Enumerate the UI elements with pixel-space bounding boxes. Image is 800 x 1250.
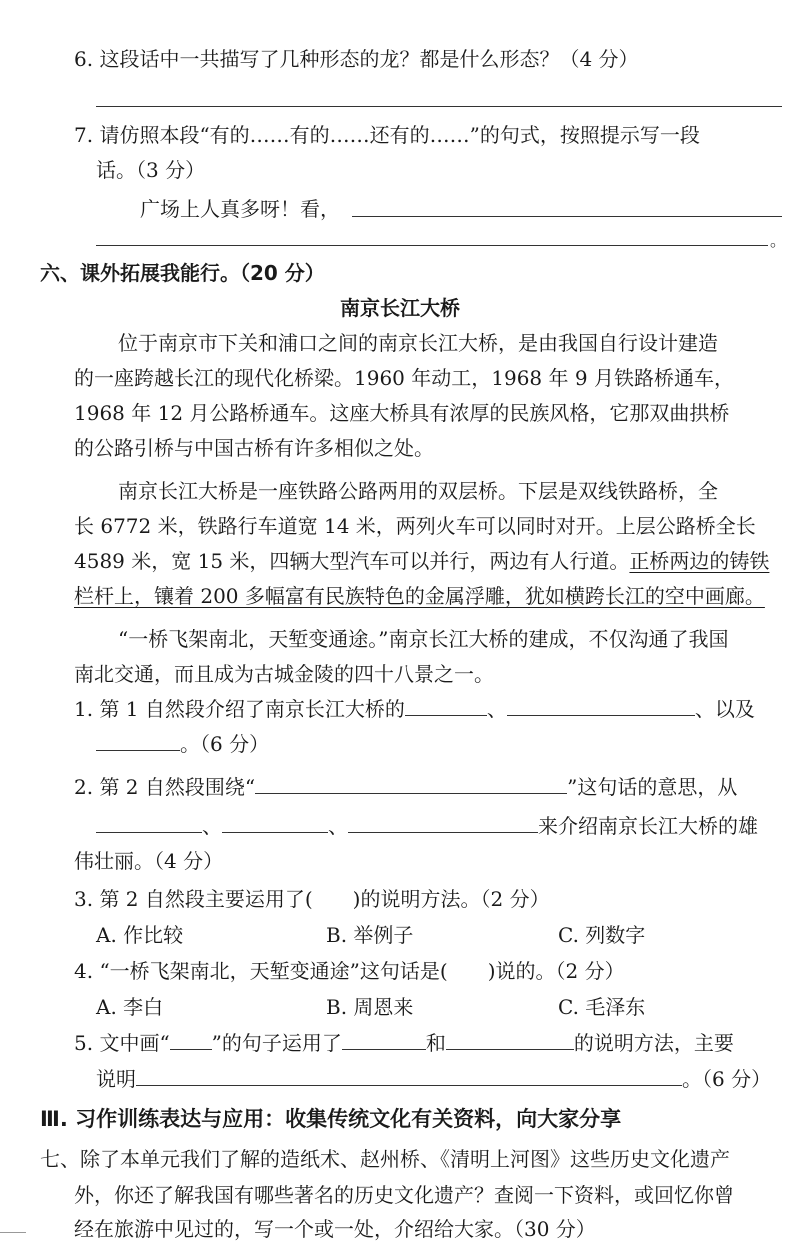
answer-blank[interactable] [96,730,180,751]
paragraph-2-line: 南京长江大桥是一座铁路公路两用的双层桥。下层是双线铁路桥，全 [118,479,718,503]
question-7-line2: 话。（3 分） [96,158,206,182]
paragraph-3-line: “一桥飞架南北，天堑变通途。”南京长江大桥的建成，不仅沟通了我国 [118,627,729,651]
question-2-text: 来介绍南京长江大桥的雄 [538,814,758,838]
option-b[interactable]: B. 举例子 [326,923,414,947]
article-title: 南京长江大桥 [340,296,460,320]
question-6: 6. 这段话中一共描写了几种形态的龙？都是什么形态？（4 分） [74,47,639,71]
question-2-cont [96,811,758,841]
question-2-text: 2. 第 2 自然段围绕“ [74,775,256,799]
separator: 、 [328,814,348,838]
paragraph-1-line: 1968 年 12 月公路桥通车。这座大桥具有浓厚的民族风格，它那双曲拱桥 [74,401,730,425]
section-6-heading: 六、课外拓展我能行。（20 分） [40,261,325,285]
paragraph-2-line [74,546,769,576]
question-5-text: 的说明方法，主要 [573,1031,734,1055]
question-3: 3. 第 2 自然段主要运用了( )的说明方法。（2 分） [74,887,550,911]
question-5-text: ”的句子运用了 [211,1031,342,1055]
option-b[interactable]: B. 周恩来 [326,995,414,1019]
question-1-cont [96,729,269,759]
paragraph-2-text: 4589 米，宽 15 米，四辆大型汽车可以并行，两边有人行道。 [74,549,630,573]
paragraph-2-line: 长 6772 米，铁路行车道宽 14 米，两列火车可以同时对开。上层公路桥全长 [74,514,756,538]
answer-blank[interactable] [348,812,538,833]
question-1-text: 、以及 [694,697,755,721]
underlined-sentence: 正桥两边的铸铁 [629,549,770,573]
paragraph-1-line: 的一座跨越长江的现代化桥梁。1960 年动工，1968 年 9 月铁路桥通车， [74,366,734,390]
part-3-heading: Ⅲ. 习作训练表达与应用：收集传统文化有关资料，向大家分享 [40,1107,622,1131]
section-7-line2: 外，你还了解我国有哪些著名的历史文化遗产？查阅一下资料，或回忆你曾 [74,1183,734,1207]
answer-blank[interactable] [446,1029,574,1050]
answer-blank[interactable] [255,773,567,794]
answer-blank[interactable] [507,695,695,716]
option-a[interactable]: A. 作比较 [96,923,184,947]
question-5-text: 和 [425,1031,446,1055]
question-2-end: 伟壮丽。（4 分） [74,849,224,873]
question-2-text: ”这句话的意思，从 [567,775,738,799]
paragraph-3-line: 南北交通，而且成为古城金陵的四十八景之一。 [74,662,494,686]
question-5-text: 5. 文中画“ [74,1031,170,1055]
separator: 、 [202,814,222,838]
paragraph-1-line: 的公路引桥与中国古桥有许多相似之处。 [74,436,434,460]
underlined-sentence: 栏杆上，镶着 200 多幅富有民族特色的金属浮雕，犹如横跨长江的空中画廊。 [74,584,765,608]
question-5-text: 说明 [96,1067,136,1091]
section-7-line1: 七、除了本单元我们了解的造纸术、赵州桥、《清明上河图》这些历史文化遗产 [40,1147,730,1171]
answer-line[interactable] [96,245,768,246]
question-5-cont [96,1064,771,1094]
answer-blank[interactable] [96,812,202,833]
question-5-score: 。（6 分） [682,1067,772,1091]
page-edge-mark [0,1232,26,1233]
question-7-line1: 7. 请仿照本段“有的……有的……还有的……”的句式，按照提示写一段 [74,123,700,147]
answer-line[interactable] [352,216,782,217]
question-2 [74,772,737,802]
section-7-line3: 经在旅游中见过的，写一个或一处，介绍给大家。（30 分） [74,1217,596,1241]
option-c[interactable]: C. 列数字 [558,923,646,947]
answer-blank[interactable] [136,1065,682,1086]
question-4: 4. “一桥飞架南北，天堑变通途”这句话是( )说的。（2 分） [74,959,625,983]
question-5 [74,1028,734,1058]
paragraph-1-line: 位于南京市下关和浦口之间的南京长江大桥，是由我国自行设计建造 [118,331,718,355]
answer-blank[interactable] [405,695,487,716]
question-1 [74,694,755,724]
separator: 、 [486,697,507,721]
answer-line[interactable] [96,106,782,107]
option-c[interactable]: C. 毛泽东 [558,995,646,1019]
question-7-prompt: 广场上人真多呀！看， [140,197,340,221]
answer-blank[interactable] [342,1029,426,1050]
underline-sample [170,1029,212,1050]
period-mark: 。 [770,231,787,250]
answer-blank[interactable] [222,812,328,833]
question-1-text: 1. 第 1 自然段介绍了南京长江大桥的 [74,697,405,721]
question-1-score: 。（6 分） [180,732,270,756]
option-a[interactable]: A. 李白 [96,995,164,1019]
